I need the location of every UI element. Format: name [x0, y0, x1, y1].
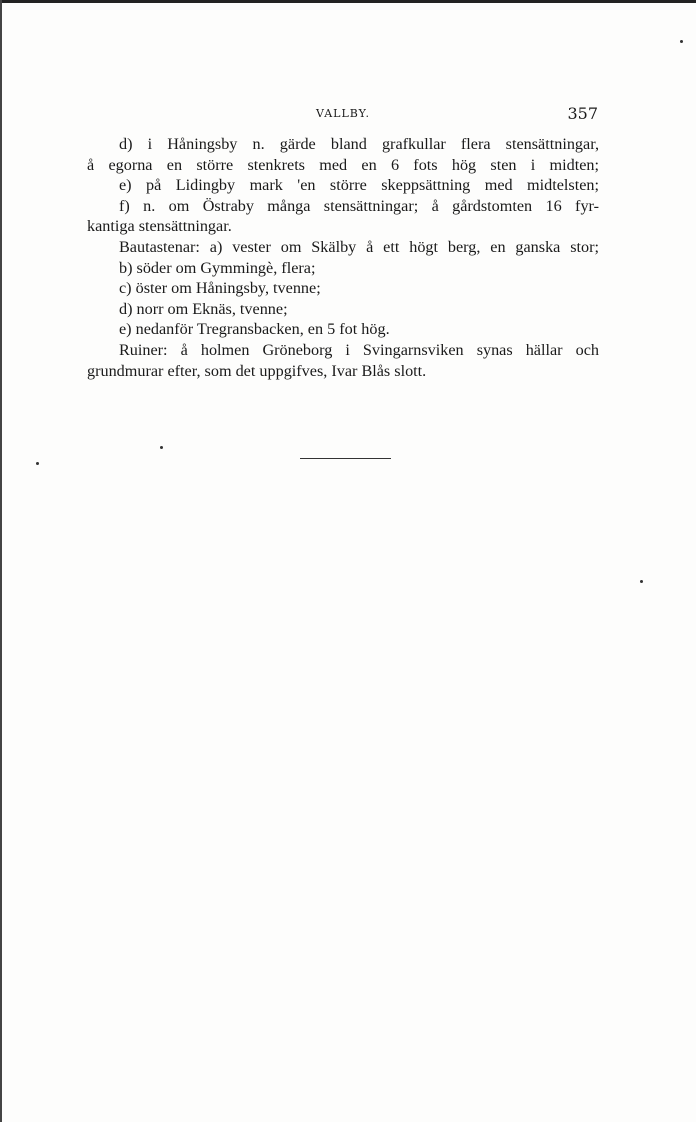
- scan-speck: [680, 40, 683, 43]
- text-line: Ruiner: å holmen Gröneborg i Svingarnsviken synas hällar och: [119, 340, 599, 359]
- scan-speck: [160, 446, 163, 449]
- text-line: grundmurar efter, som det uppgifves, Ivar Blås slott.: [87, 361, 427, 380]
- scan-left-edge: [0, 0, 2, 1122]
- scan-top-edge: [0, 0, 696, 3]
- page-header: [88, 104, 598, 124]
- scan-speck: [640, 580, 643, 583]
- text-line: c) öster om Håningsby, tvenne;: [119, 279, 321, 298]
- text-line: kantiga stensättningar.: [87, 217, 232, 236]
- section-rule: [300, 458, 391, 459]
- running-head: VALLBY.: [316, 107, 370, 120]
- body-text: [87, 134, 599, 381]
- text-line: Bautastenar: a) vester om Skälby å ett högt berg, en ganska stor;: [119, 237, 599, 256]
- scan-speck: [36, 462, 39, 465]
- text-line: e) på Lidingby mark 'en större skeppsättning med midtelsten;: [119, 176, 599, 195]
- text-line: b) söder om Gymmingè, flera;: [119, 258, 316, 277]
- text-line: d) norr om Eknäs, tvenne;: [119, 299, 288, 318]
- text-line: e) nedanför Tregransbacken, en 5 fot hög.: [119, 320, 390, 339]
- page-number: 357: [567, 104, 598, 123]
- text-line: d) i Håningsby n. gärde bland grafkullar flera stensättningar,: [119, 135, 599, 153]
- text-line: f) n. om Östraby många stensättningar; å gårdstomten 16 fyr-: [119, 196, 599, 215]
- text-line: å egorna en större stenkrets med en 6 fots hög sten i midten;: [87, 155, 599, 174]
